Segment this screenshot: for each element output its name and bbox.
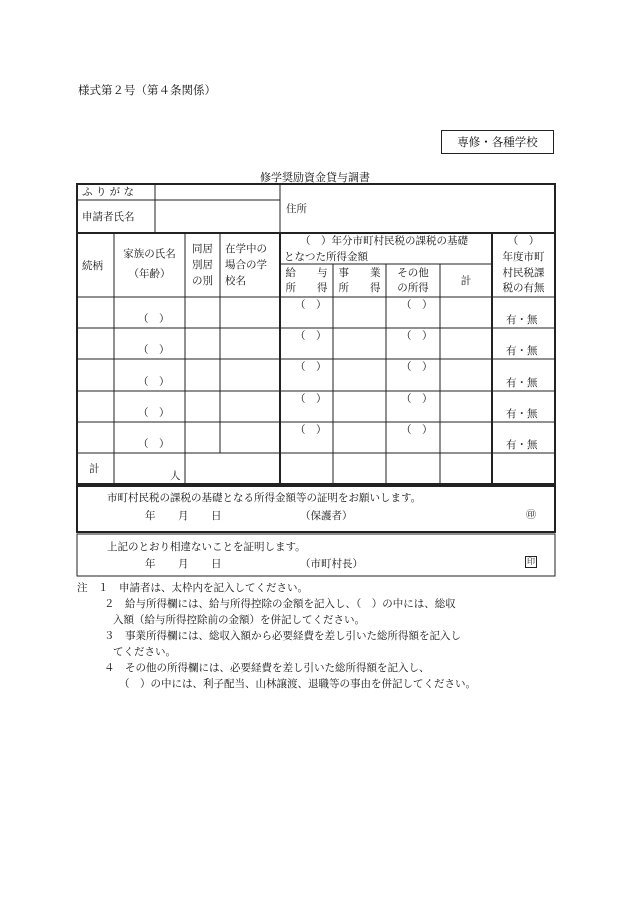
income-total-header: 計 xyxy=(460,275,472,287)
furigana-field[interactable] xyxy=(158,186,278,198)
guardian-month: 月 xyxy=(178,510,189,522)
age-paren: （ ） xyxy=(138,344,170,356)
mayor-seal-icon: 印 xyxy=(527,557,535,566)
salary-paren: （ ） xyxy=(295,393,327,405)
other-paren: （ ） xyxy=(401,361,433,373)
persons-unit: 人 xyxy=(170,470,181,482)
tax-header-4: 税の有無 xyxy=(502,282,545,294)
guardian-signer: （保護者） xyxy=(300,510,353,522)
age-paren: （ ） xyxy=(138,376,170,388)
salary-paren: （ ） xyxy=(295,330,327,342)
age-paren: （ ） xyxy=(138,438,170,450)
note-line: （ ）の中には、利子配当、山林譲渡、退職等の事由を併記してください。 xyxy=(119,678,476,690)
total-row-label: 計 xyxy=(89,463,100,475)
school-header-3: 校名 xyxy=(225,275,246,287)
address-field[interactable] xyxy=(314,186,552,231)
mayor-day: 日 xyxy=(211,558,222,570)
mayor-certify-text: 上記のとおり相違ないことを証明します。 xyxy=(107,541,306,553)
salary-paren: （ ） xyxy=(295,299,327,311)
mayor-month: 月 xyxy=(178,558,189,570)
notes-section xyxy=(77,580,476,692)
business-header-2: 所 得 xyxy=(338,282,381,294)
age-paren: （ ） xyxy=(138,313,170,325)
tax-header-1: （ ） xyxy=(507,235,540,247)
note-line: ４ その他の所得欄には、必要経費を差し引いた総所得額を記入し、 xyxy=(104,662,430,674)
other-paren: （ ） xyxy=(401,299,433,311)
relation-header: 続柄 xyxy=(82,260,103,272)
salary-paren: （ ） xyxy=(295,424,327,436)
school-header-2: 場合の学 xyxy=(225,259,267,271)
tax-yes-no[interactable]: 有・無 xyxy=(506,345,538,357)
other-paren: （ ） xyxy=(401,393,433,405)
note-line: ２ 給与所得欄には、給与所得控除の金額を記入し、（ ）の中には、総収 xyxy=(104,598,456,610)
cohab-header-3: の別 xyxy=(192,275,213,287)
income-header-2: となつた所得金額 xyxy=(284,251,368,263)
document-title: 修学奨励資金貸与調書 xyxy=(260,171,370,184)
school-type-label: 専修・各種学校 xyxy=(457,135,538,149)
age-paren: （ ） xyxy=(138,407,170,419)
note-line: 注 １ 申請者は、太枠内を記入してください。 xyxy=(77,582,308,594)
tax-header-3: 村民税課 xyxy=(502,267,545,279)
tax-yes-no[interactable]: 有・無 xyxy=(506,377,538,389)
cohab-header-2: 別居 xyxy=(192,259,213,271)
mayor-signer: （市町村長） xyxy=(300,558,363,570)
guardian-seal-icon: ㊞ xyxy=(526,510,536,521)
guardian-request-text: 市町村民税の課税の基礎となる所得金額等の証明をお願いします。 xyxy=(107,492,422,504)
furigana-label: ふ り が な xyxy=(82,186,135,198)
note-line: ３ 事業所得欄には、総収入額から必要経費を差し引いた総所得額を記入し xyxy=(104,630,461,642)
applicant-name-field[interactable] xyxy=(158,203,278,231)
guardian-year: 年 xyxy=(145,510,156,522)
salary-paren: （ ） xyxy=(295,361,327,373)
note-line: 入額（給与所得控除前の金額）を併記してください。 xyxy=(113,614,365,626)
note-line: てください。 xyxy=(113,646,176,658)
tax-header-2: 年度市町 xyxy=(502,251,545,263)
applicant-name-label: 申請者氏名 xyxy=(82,211,135,223)
tax-yes-no[interactable]: 有・無 xyxy=(506,408,538,420)
other-paren: （ ） xyxy=(401,330,433,342)
tax-yes-no[interactable]: 有・無 xyxy=(506,439,538,451)
other-header-1: その他 xyxy=(397,267,429,279)
other-header-2: の所得 xyxy=(397,282,429,294)
other-paren: （ ） xyxy=(401,424,433,436)
tax-yes-no[interactable]: 有・無 xyxy=(506,314,538,326)
guardian-day: 日 xyxy=(211,510,222,522)
address-label: 住所 xyxy=(286,203,307,215)
age-header: （年齢） xyxy=(128,268,171,280)
school-header-1: 在学中の xyxy=(225,243,267,255)
income-header-1: （ ）年分市町村民税の課税の基礎 xyxy=(300,235,468,247)
business-header-1: 事 業 xyxy=(338,267,381,279)
family-name-header: 家族の氏名 xyxy=(123,248,176,260)
salary-header-2: 所 得 xyxy=(285,282,328,294)
form-number: 様式第２号（第４条関係） xyxy=(78,83,216,97)
mayor-year: 年 xyxy=(145,558,156,570)
cohab-header-1: 同居 xyxy=(192,243,213,255)
salary-header-1: 給 与 xyxy=(285,267,328,279)
